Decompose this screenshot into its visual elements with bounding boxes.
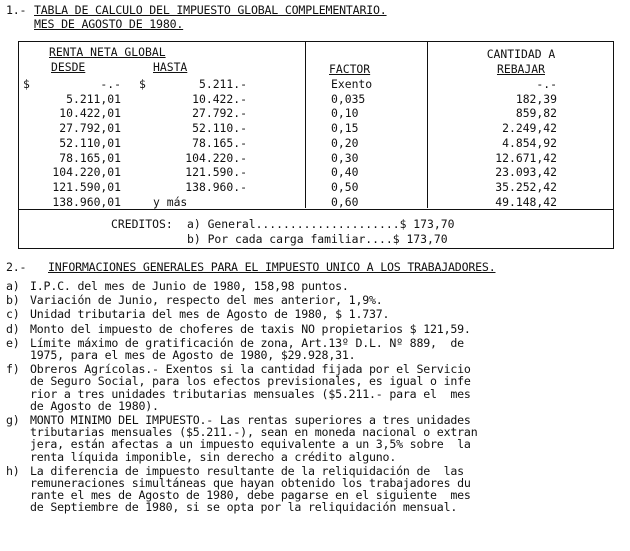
desde-value: 138.960,01 — [52, 194, 121, 209]
info-item-letter: c) — [6, 307, 20, 322]
rebajar-value: 4.854,92 — [502, 135, 557, 150]
rebajar-value: 2.249,42 — [502, 121, 557, 136]
desde-value: 5.211,01 — [66, 91, 121, 106]
hasta-value: 138.960.- — [185, 179, 247, 194]
info-item-text: Variación de Junio, respecto del mes anterior, 1,9%. — [30, 293, 383, 308]
rebajar-value: 35.252,42 — [495, 179, 557, 194]
factor-value: 0,20 — [331, 135, 359, 150]
rebajar-value: 182,39 — [515, 91, 557, 106]
hasta-value: 10.422.- — [192, 91, 247, 106]
hasta-value: 121.590.- — [185, 165, 247, 180]
rebajar-value: 12.671,42 — [495, 150, 557, 165]
desde-value: 52.110,01 — [59, 135, 121, 150]
info-item-text: jera, están afectas a un impuesto equivalente a un 3,5% sobre la — [30, 437, 471, 452]
hasta-value: 5.211.- — [198, 77, 247, 91]
info-item-text: renta líquida imponible, sin derecho a crédito alguno. — [30, 449, 397, 464]
desde-currency: $ — [23, 77, 30, 91]
factor-value: 0,035 — [331, 91, 366, 106]
info-item-text: La diferencia de impuesto resultante de la reliquidación de las — [30, 463, 464, 478]
info-item-letter: g) — [6, 413, 20, 427]
col-hasta-header: HASTA — [153, 60, 188, 74]
info-item-text: de Septiembre de 1980, si se opta por la reliquidación mensual. — [30, 500, 458, 515]
info-item-text: Límite máximo de gratificación de zona, Art.13º D.L. Nº 889, de — [30, 335, 464, 350]
desde-value: 27.792,01 — [59, 121, 121, 136]
section-2-number: 2.- — [6, 260, 27, 274]
desde-value: 121.590,01 — [52, 179, 121, 194]
section-2-title: INFORMACIONES GENERALES PARA EL IMPUESTO UNICO A LOS TRABAJADORES. — [48, 260, 496, 274]
desde-value: 104.220,01 — [52, 165, 121, 180]
info-item-text: I.P.C. del mes de Junio de 1980, 158,98 puntos. — [30, 279, 349, 293]
rebajar-value: 859,82 — [515, 106, 557, 121]
factor-value: 0,15 — [331, 121, 359, 136]
col-desde-header: DESDE — [51, 60, 86, 74]
hasta-value: y más — [153, 194, 188, 209]
table-divider-1 — [305, 42, 306, 208]
section-1-number: 1.- — [6, 3, 27, 17]
info-item-text: tributarias mensuales ($5.211.-), sean en moneda nacional o extran — [30, 425, 478, 440]
info-item-letter: f) — [6, 362, 20, 377]
factor-value: 0,40 — [331, 165, 359, 180]
col-rebajar-header: REBAJAR — [496, 62, 545, 76]
section-1-title: TABLA DE CALCULO DEL IMPUESTO GLOBAL COMPLEMENTARIO. — [34, 3, 387, 17]
info-item-text: de Seguro Social, para los efectos previsionales, es igual o infe — [30, 374, 471, 389]
info-item-letter: e) — [6, 335, 20, 350]
hasta-value: 52.110.- — [192, 121, 247, 136]
section-1-subtitle: MES DE AGOSTO DE 1980. — [34, 17, 184, 31]
hasta-value: 27.792.- — [192, 106, 247, 121]
credito-general: a) General.....................$ 173,70 — [187, 217, 455, 231]
renta-neta-global-header: RENTA NETA GLOBAL — [49, 45, 166, 59]
factor-value: 0,30 — [331, 150, 359, 165]
rebajar-value: 23.093,42 — [495, 165, 557, 180]
credito-carga-familiar: b) Por cada carga familiar....$ 173,70 — [187, 232, 448, 246]
info-item-text: remuneraciones simultáneas que hayan obtenido los trabajadores du — [30, 476, 471, 490]
desde-value: 78.165,01 — [59, 150, 121, 165]
factor-value: 0,60 — [331, 194, 359, 209]
info-item-text: MONTO MINIMO DEL IMPUESTO.- Las rentas superiores a tres unidades — [30, 413, 471, 427]
info-item-text: Monto del impuesto de choferes de taxis NO propietarios $ 121,59. — [30, 321, 471, 336]
info-item-letter: a) — [6, 279, 20, 293]
creditos-label: CREDITOS: — [111, 217, 173, 231]
info-item-text: rante el mes de Agosto de 1980, debe pagarse en el siguiente mes — [30, 488, 471, 503]
factor-value: 0,50 — [331, 179, 359, 194]
rebajar-value: -.- — [536, 77, 557, 91]
desde-value: -.- — [100, 77, 121, 91]
info-item-letter: b) — [6, 293, 20, 308]
info-item-text: de Agosto de 1980). — [30, 398, 159, 413]
col-factor-header: FACTOR — [329, 62, 371, 76]
info-item-text: Obreros Agrícolas.- Exentos si la cantidad fijada por el Servicio — [30, 362, 471, 377]
rebajar-value: 49.148,42 — [495, 194, 557, 209]
factor-value: 0,10 — [331, 106, 359, 121]
info-item-text: 1975, para el mes de Agosto de 1980, $29.928,31. — [30, 348, 356, 362]
hasta-value: 78.165.- — [192, 135, 247, 150]
table-credits-divider — [19, 209, 613, 210]
hasta-currency: $ — [139, 77, 146, 91]
col-cantidad-header: CANTIDAD A — [486, 47, 556, 61]
info-item-letter: d) — [6, 321, 20, 336]
info-item-text: Unidad tributaria del mes de Agosto de 1980, $ 1.737. — [30, 307, 390, 322]
factor-value: Exento — [331, 77, 373, 91]
info-item-letter: h) — [6, 463, 20, 478]
desde-value: 10.422,01 — [59, 106, 121, 121]
tax-table — [18, 41, 614, 249]
info-item-text: rior a tres unidades tributarias mensuales ($5.211.- para el mes — [30, 386, 471, 401]
hasta-value: 104.220.- — [185, 150, 247, 165]
